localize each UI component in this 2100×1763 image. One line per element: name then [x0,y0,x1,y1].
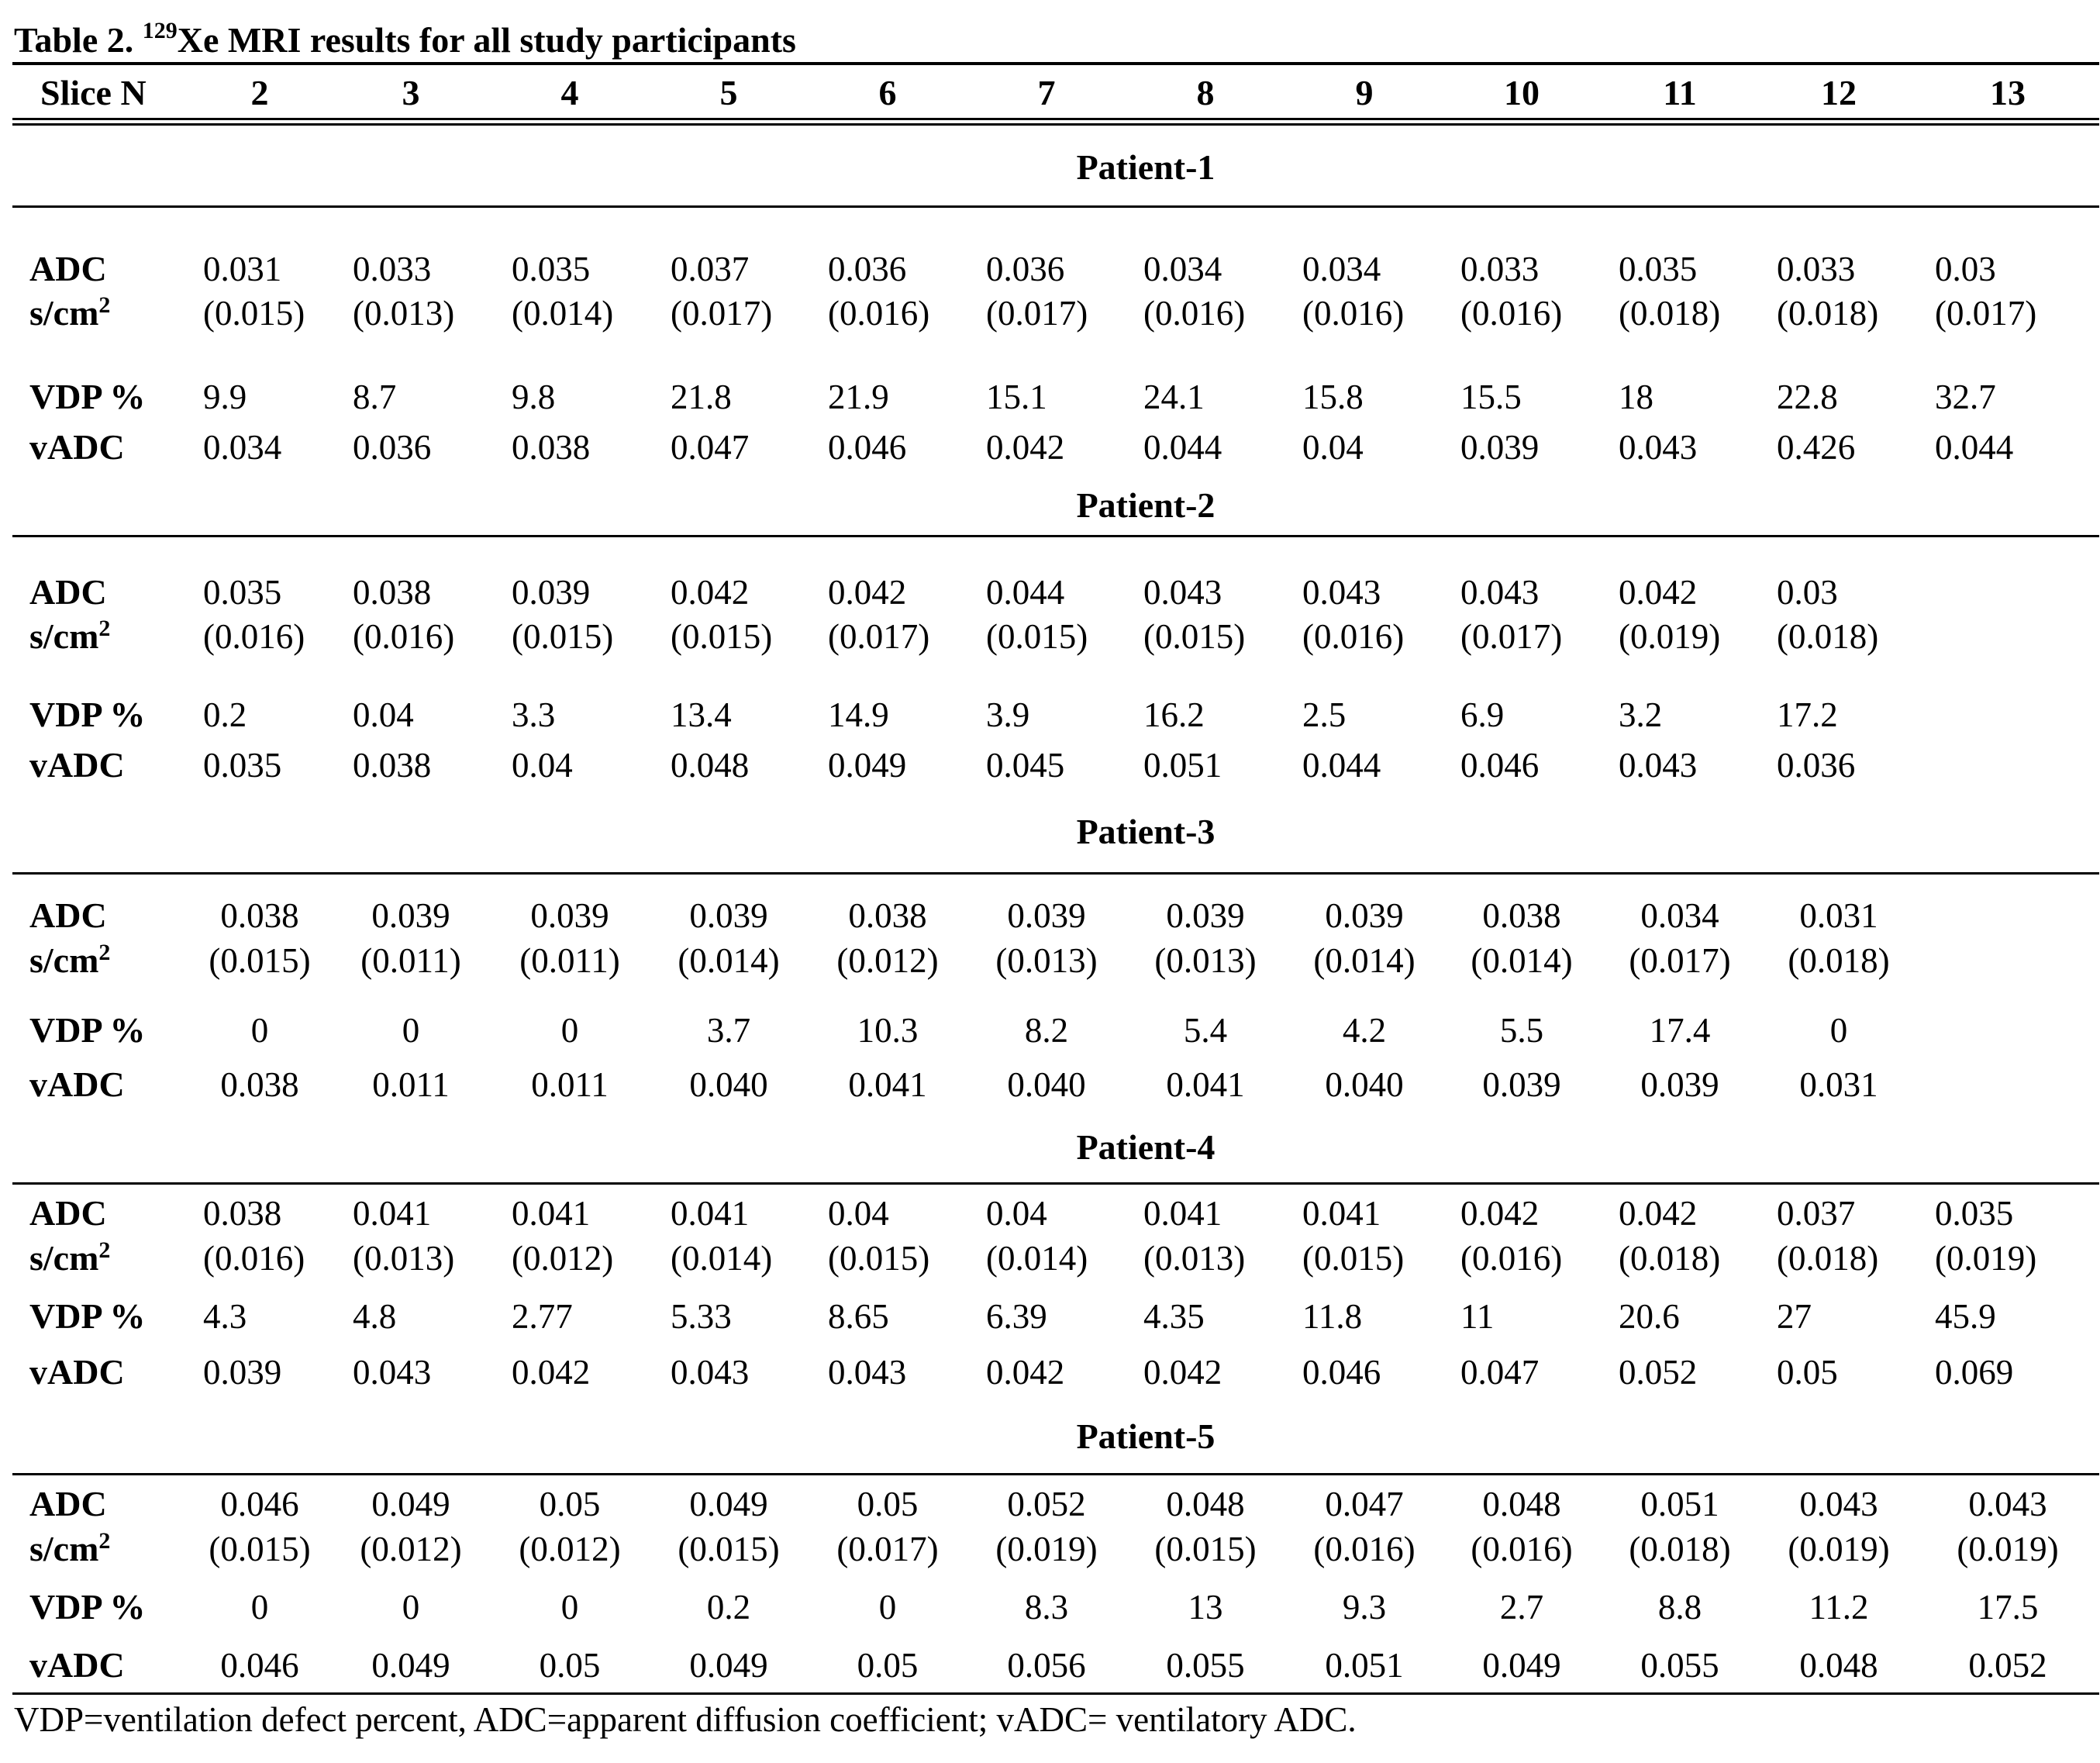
table-cell: 0.052 [1007,1485,1086,1523]
row-label-vadc: vADC [29,1064,125,1104]
table-cell: (0.015) [209,941,311,980]
table-cell: 3.7 [706,1011,751,1050]
table-cell: 0.043 [1619,428,1698,467]
table-cell: 0.039 [1166,896,1245,935]
adc-unit-text: s/cm [29,1529,99,1568]
table-cell: 0.044 [1302,746,1381,785]
table-cell: (0.017) [1629,941,1731,980]
row-label-adc-unit [29,938,110,983]
table-cell: 2.5 [1302,695,1347,734]
table-cell: 0.042 [1460,1194,1540,1233]
table-cell: (0.016) [1302,617,1405,656]
table-cell: (0.018) [1788,941,1890,980]
table-cell: 4.8 [353,1297,397,1336]
table-cell: 9.8 [512,378,556,416]
table-cell: 0.033 [1777,250,1856,288]
table-cell: (0.015) [203,294,305,333]
table-cell: 11 [1460,1297,1495,1336]
row-label-adc: ADC [29,572,107,612]
table-cell: (0.018) [1619,294,1721,333]
table-cell: 16.2 [1143,695,1205,734]
table-cell: (0.017) [1935,294,2037,333]
table-cell: 20.6 [1619,1297,1680,1336]
table-cell: (0.016) [1143,294,1246,333]
row-label-vadc: vADC [29,1352,125,1392]
table-cell: 5.4 [1183,1011,1228,1050]
table-cell: 0.042 [986,1353,1065,1392]
table-cell: 0.047 [1460,1353,1540,1392]
table-cell: 0.039 [1460,428,1540,467]
patient-heading: Patient-2 [1076,485,1216,525]
table-cell: 0.048 [1166,1485,1245,1523]
table-cell: 0.051 [1143,746,1222,785]
table-cell: 0.040 [1007,1065,1086,1104]
table-cell: 0.011 [531,1065,609,1104]
table-cell: 0.046 [220,1646,299,1685]
patient-rule [12,205,2099,208]
table-cell: 6.39 [986,1297,1047,1336]
table-cell: 45.9 [1935,1297,1996,1336]
table-cell: 0.05 [857,1646,919,1685]
table-cell: 4.35 [1143,1297,1205,1336]
table-cell: 0.039 [1325,896,1404,935]
table-cell: (0.014) [1313,941,1416,980]
table-cell: 8.7 [353,378,397,416]
table-cell: (0.018) [1777,617,1879,656]
table-cell: 0.038 [848,896,927,935]
table-cell: 0.042 [828,573,907,612]
table-cell: 0.043 [353,1353,432,1392]
table-cell: 0.048 [1799,1646,1878,1685]
header-slice-label: Slice N [40,73,147,112]
table-cell: (0.015) [209,1530,311,1568]
table-cell: 0.052 [1619,1353,1698,1392]
table-cell: 0.047 [1325,1485,1404,1523]
table-cell: 0.069 [1935,1353,2014,1392]
table-cell: 17.5 [1977,1588,2039,1627]
table-cell: 0.038 [353,746,432,785]
table-cell: 13.4 [671,695,732,734]
table-cell: 0.042 [986,428,1065,467]
table-cell: 21.9 [828,378,889,416]
row-label-adc-unit [29,1236,110,1281]
adc-unit-superscript: 2 [98,292,111,318]
header-rule-2 [12,123,2099,126]
table-cell: 15.8 [1302,378,1364,416]
table-cell: (0.017) [828,617,930,656]
table-cell: 15.5 [1460,378,1522,416]
adc-unit-text: s/cm [29,940,99,980]
table-cell: 0.2 [203,695,247,734]
table-cell: 0.039 [1640,1065,1719,1104]
table-cell: (0.017) [986,294,1088,333]
table-cell: 0.035 [1619,250,1698,288]
table-cell: 22.8 [1777,378,1838,416]
table-cell: 0.047 [671,428,750,467]
table-cell: 0.04 [512,746,573,785]
table-cell: 0.044 [1935,428,2014,467]
table-cell: 8.8 [1657,1588,1702,1627]
table-cell: 5.33 [671,1297,732,1336]
table-cell: 5.5 [1499,1011,1544,1050]
table-cell: 24.1 [1143,378,1205,416]
table-cell: (0.019) [995,1530,1098,1568]
table-cell: 18 [1619,378,1653,416]
table-cell: (0.015) [986,617,1088,656]
table-cell: (0.018) [1619,1239,1721,1278]
table-cell: 0.04 [1302,428,1364,467]
patient-heading: Patient-4 [1076,1127,1216,1167]
table-cell: (0.014) [986,1239,1088,1278]
table-cell: 0.042 [1143,1353,1222,1392]
table-cell: 0.039 [689,896,768,935]
row-label-adc: ADC [29,1193,107,1233]
table-cell: 0.031 [203,250,282,288]
row-label-vdp: VDP % [29,1296,146,1336]
table-cell: 6.9 [1460,695,1505,734]
table-cell: 0.049 [689,1646,768,1685]
table-cell: 0.055 [1640,1646,1719,1685]
table-cell: 0.041 [848,1065,927,1104]
table-cell: 0 [560,1588,579,1627]
table-cell: 0.041 [1166,1065,1245,1104]
bottom-rule [12,1692,2099,1695]
table-cell: 0.046 [220,1485,299,1523]
title-text: Xe MRI results for all study participants [177,20,796,60]
table-cell: 0.049 [1482,1646,1561,1685]
table-cell: 2.7 [1499,1588,1544,1627]
header-slice-8: 8 [1196,73,1215,112]
table-cell: 0.05 [1777,1353,1838,1392]
table-cell: 27 [1777,1297,1812,1336]
table-cell: 0.05 [857,1485,919,1523]
table-cell: 0.042 [671,573,750,612]
header-slice-10: 10 [1504,73,1540,112]
table-cell: 0.031 [1799,1065,1878,1104]
table-cell: 0.041 [512,1194,591,1233]
header-slice-11: 11 [1663,73,1697,112]
table-cell: 0.039 [1007,896,1086,935]
row-label-adc: ADC [29,249,107,288]
table-cell: 0.035 [203,573,282,612]
table-cell: 0.037 [1777,1194,1856,1233]
table-cell: 0.035 [512,250,591,288]
table-cell: 0.039 [530,896,609,935]
table-cell: (0.013) [353,1239,455,1278]
table-cell: 0.035 [1935,1194,2014,1233]
table-cell: (0.013) [353,294,455,333]
table-cell: 0.039 [1482,1065,1561,1104]
row-label-adc-unit [29,291,110,336]
table-cell: 21.8 [671,378,732,416]
row-label-adc-unit [29,1527,110,1572]
table-cell: 0.037 [671,250,750,288]
table-cell: 0.043 [1968,1485,2047,1523]
table-cell: 0.034 [1143,250,1222,288]
table-cell: (0.016) [203,1239,305,1278]
table-cell: (0.015) [828,1239,930,1278]
table-cell: 0.046 [1302,1353,1381,1392]
table-cell: 3.2 [1619,695,1663,734]
table-cell: 0.043 [1799,1485,1878,1523]
table-cell: (0.012) [836,941,939,980]
header-slice-2: 2 [250,73,269,112]
table-cell: 14.9 [828,695,889,734]
table-cell: 11.2 [1809,1588,1869,1627]
table-cell: 0 [250,1588,269,1627]
table-cell: 0.2 [706,1588,751,1627]
adc-unit-text: s/cm [29,1238,99,1278]
table-cell: (0.016) [1302,294,1405,333]
table-cell: 15.1 [986,378,1047,416]
table-cell: (0.017) [836,1530,939,1568]
table-cell: 0.03 [1777,573,1838,612]
header-slice-7: 7 [1037,73,1056,112]
adc-unit-superscript: 2 [98,940,111,965]
table-cell: (0.014) [1471,941,1573,980]
table-cell: 0.040 [1325,1065,1404,1104]
table-cell: 0.038 [203,1194,282,1233]
table-cell: 0 [402,1011,420,1050]
table-cell: (0.016) [203,617,305,656]
row-label-vadc: vADC [29,745,125,785]
patient-rule [12,1182,2099,1185]
table-cell: (0.016) [1313,1530,1416,1568]
table-cell: 0.036 [353,428,432,467]
table-cell: 0.043 [671,1353,750,1392]
table-cell: 0.041 [353,1194,432,1233]
table-cell: (0.016) [1460,1239,1563,1278]
table-cell: 0.038 [1482,896,1561,935]
title-prefix: Table 2. [14,20,143,60]
table-cell: 4.2 [1342,1011,1387,1050]
table-cell: (0.015) [512,617,614,656]
table-cell: (0.018) [1629,1530,1731,1568]
patient-rule [12,872,2099,875]
row-label-vdp: VDP % [29,377,146,416]
table-cell: (0.014) [671,1239,773,1278]
adc-unit-text: s/cm [29,616,99,656]
table-cell: 0.043 [1619,746,1698,785]
table-cell: (0.018) [1777,294,1879,333]
table-cell: (0.018) [1777,1239,1879,1278]
table-cell: 0.048 [1482,1485,1561,1523]
table-cell: 17.2 [1777,695,1838,734]
table-cell: (0.016) [1471,1530,1573,1568]
table-cell: (0.013) [1154,941,1257,980]
row-label-vdp: VDP % [29,1010,146,1050]
table-cell: 3.3 [512,695,556,734]
table-cell: (0.015) [1143,617,1246,656]
table-cell: 0.052 [1968,1646,2047,1685]
table-title [14,17,796,64]
table-cell: (0.014) [512,294,614,333]
table-cell: (0.013) [995,941,1098,980]
table-cell: (0.015) [1154,1530,1257,1568]
table-cell: 0 [560,1011,579,1050]
table-cell: 3.9 [986,695,1030,734]
header-rule-1 [12,118,2099,120]
header-slice-4: 4 [560,73,579,112]
table-cell: 0.039 [203,1353,282,1392]
table-cell: 0.040 [689,1065,768,1104]
table-cell: 0.034 [1640,896,1719,935]
table-cell: 0.034 [203,428,282,467]
header-slice-12: 12 [1821,73,1857,112]
patient-heading: Patient-5 [1076,1416,1216,1456]
table-cell: (0.012) [512,1239,614,1278]
table-cell: (0.019) [1788,1530,1890,1568]
adc-unit-superscript: 2 [98,1237,111,1263]
row-label-adc: ADC [29,1484,107,1523]
table-cell: 0.049 [689,1485,768,1523]
table-cell: 0.049 [371,1646,450,1685]
table-cell: 0.044 [986,573,1065,612]
row-label-vadc: vADC [29,1645,125,1685]
table-cell: 0.043 [1460,573,1540,612]
table-cell: 13 [1188,1588,1223,1627]
table-cell: (0.019) [1957,1530,2059,1568]
table-cell: 17.4 [1649,1011,1711,1050]
header-slice-9: 9 [1355,73,1374,112]
table-cell: (0.015) [678,1530,780,1568]
table-cell: 0.046 [1460,746,1540,785]
table-cell: 0.038 [220,896,299,935]
table-cell: 0.038 [353,573,432,612]
patient-heading: Patient-1 [1076,147,1216,187]
row-label-vdp: VDP % [29,1587,146,1627]
table-cell: 0.042 [512,1353,591,1392]
table-cell: 0.011 [372,1065,450,1104]
adc-unit-text: s/cm [29,293,99,333]
table-cell: 0.038 [512,428,591,467]
title-superscript: 129 [142,18,178,43]
table-cell: (0.016) [1460,294,1563,333]
table-cell: 10.3 [857,1011,919,1050]
table-cell: 0.042 [1619,1194,1698,1233]
table-cell: 0.048 [671,746,750,785]
table-cell: (0.014) [678,941,780,980]
table-cell: 0.043 [1302,573,1381,612]
patient-rule [12,535,2099,537]
top-rule [12,62,2099,65]
table-cell: (0.011) [519,941,620,980]
table-cell: 8.2 [1024,1011,1069,1050]
table-cell: 0.035 [203,746,282,785]
table-cell: 0.046 [828,428,907,467]
table-cell: 0.05 [539,1646,601,1685]
table-cell: 0.05 [539,1485,601,1523]
table-cell: 4.3 [203,1297,247,1336]
table-cell: 0.036 [828,250,907,288]
table-cell: 0.055 [1166,1646,1245,1685]
header-slice-3: 3 [402,73,420,112]
table-cell: 0.045 [986,746,1065,785]
adc-unit-superscript: 2 [98,1528,111,1554]
table-cell: 9.9 [203,378,247,416]
row-label-adc-unit [29,614,110,659]
table-cell: 0.044 [1143,428,1222,467]
table-cell: 0 [250,1011,269,1050]
patient-rule [12,1473,2099,1475]
table-cell: 0.426 [1777,428,1856,467]
table-cell: 0.04 [353,695,414,734]
table-cell: 11.8 [1302,1297,1363,1336]
table-cell: 0.042 [1619,573,1698,612]
table-cell: 0 [878,1588,897,1627]
header-slice-5: 5 [719,73,738,112]
table-cell: 0 [402,1588,420,1627]
row-label-adc: ADC [29,895,107,935]
header-slice-6: 6 [878,73,897,112]
table-cell: 2.77 [512,1297,573,1336]
table-cell: 0.036 [986,250,1065,288]
table-cell: 0.041 [1302,1194,1381,1233]
table-cell: 0.043 [1143,573,1222,612]
table-cell: (0.019) [1935,1239,2037,1278]
table-cell: (0.015) [671,617,773,656]
table-cell: 0.039 [512,573,591,612]
table-cell: 0.041 [1143,1194,1222,1233]
table-cell: 0.033 [353,250,432,288]
table-cell: 0.04 [828,1194,889,1233]
adc-unit-superscript: 2 [98,616,111,641]
table-cell: 0.04 [986,1194,1047,1233]
table-cell: 0.049 [828,746,907,785]
table-cell: 0.043 [828,1353,907,1392]
table-cell: (0.012) [519,1530,621,1568]
row-label-vdp: VDP % [29,695,146,734]
table-cell: 0.031 [1799,896,1878,935]
table-cell: 0.049 [371,1485,450,1523]
table-cell: 0.056 [1007,1646,1086,1685]
table-cell: 0.036 [1777,746,1856,785]
table-cell: (0.017) [671,294,773,333]
table-cell: 0.03 [1935,250,1996,288]
table-cell: 0.039 [371,896,450,935]
table-cell: 32.7 [1935,378,1996,416]
table-cell: 0.051 [1640,1485,1719,1523]
table-cell: (0.017) [1460,617,1563,656]
table-cell: (0.016) [828,294,930,333]
table-cell: (0.015) [1302,1239,1405,1278]
table-cell: 0.033 [1460,250,1540,288]
table-cell: (0.011) [360,941,461,980]
table-cell: (0.013) [1143,1239,1246,1278]
table-cell: (0.012) [360,1530,462,1568]
table-cell: 8.65 [828,1297,889,1336]
header-slice-13: 13 [1990,73,2026,112]
table-cell: (0.019) [1619,617,1721,656]
table-cell: 9.3 [1342,1588,1387,1627]
table-cell: 8.3 [1024,1588,1069,1627]
table-cell: 0.041 [671,1194,750,1233]
patient-heading: Patient-3 [1076,812,1216,851]
footnote: VDP=ventilation defect percent, ADC=apparent diffusion coefficient; vADC= ventilatory ADC. [14,1700,1357,1739]
table-cell: 0.038 [220,1065,299,1104]
table-cell: 0.051 [1325,1646,1404,1685]
table-cell: 0 [1829,1011,1848,1050]
row-label-vadc: vADC [29,427,125,467]
table-cell: (0.016) [353,617,455,656]
table-cell: 0.034 [1302,250,1381,288]
